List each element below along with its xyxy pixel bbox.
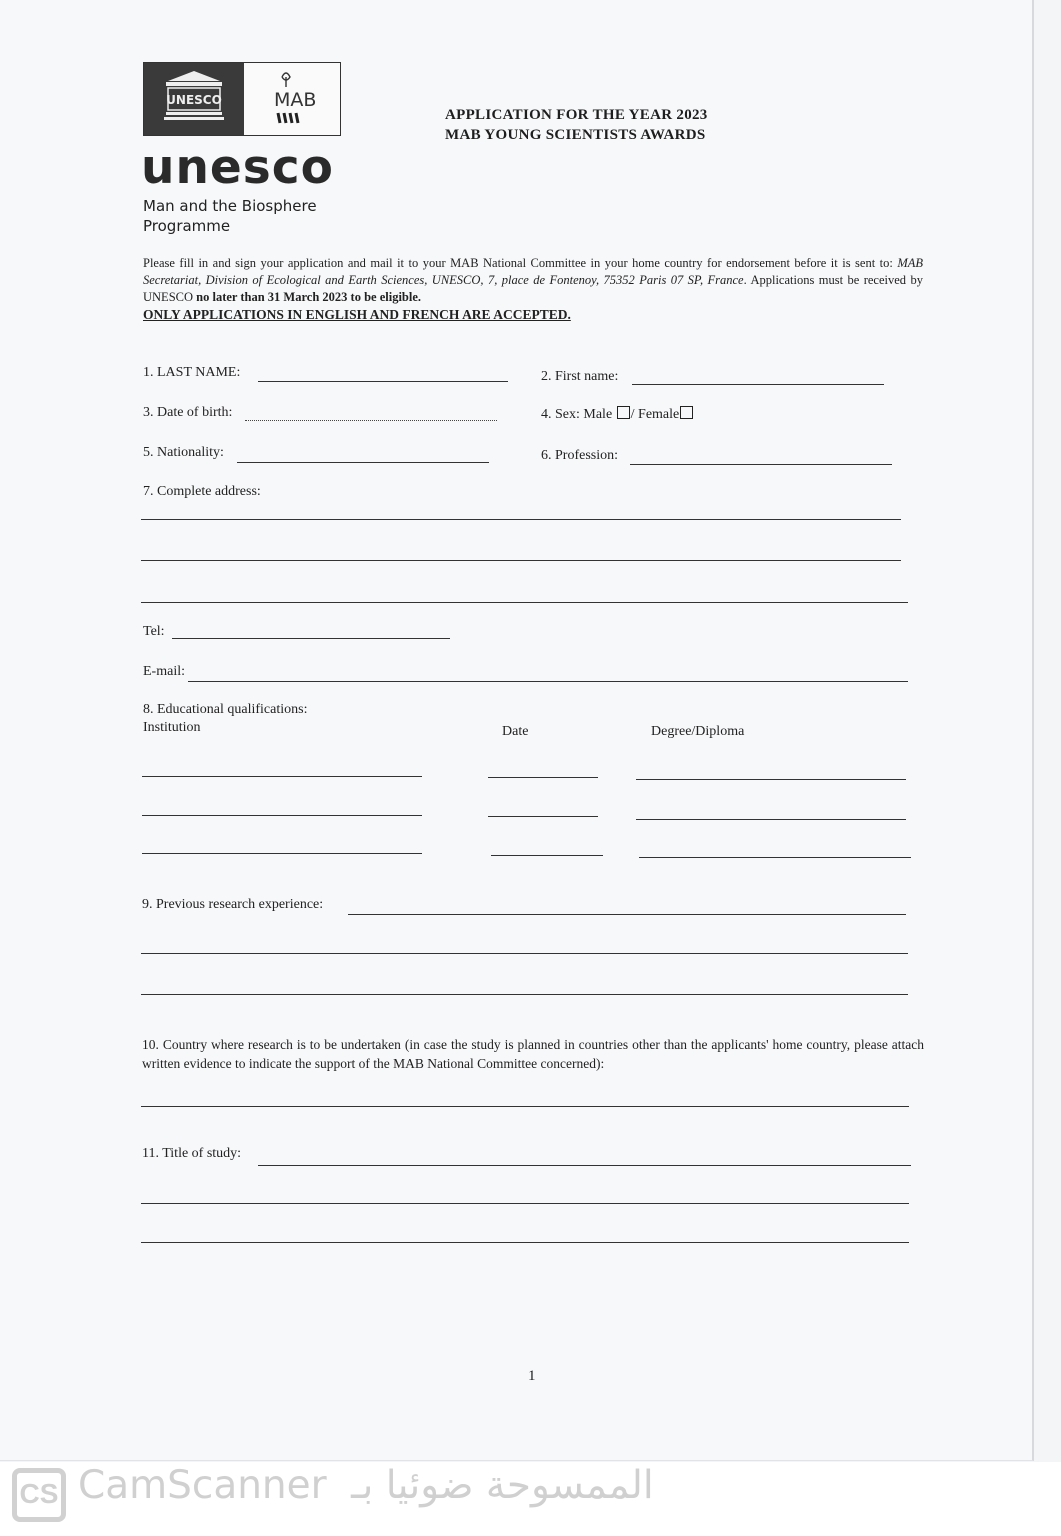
degree-field-2[interactable] (636, 819, 906, 820)
heading-line-2: MAB YOUNG SCIENTISTS AWARDS (445, 127, 706, 143)
first-name-label: 2. First name: (541, 369, 619, 384)
instructions-text-2: . Applications must be received by UNESCO (143, 273, 923, 304)
research-line-2[interactable] (141, 953, 908, 954)
programme-name (143, 196, 317, 236)
camscanner-logo-icon: CS (12, 1468, 66, 1522)
address-line-1[interactable] (141, 519, 901, 520)
unesco-temple-logo (144, 63, 244, 135)
female-checkbox[interactable] (680, 406, 693, 419)
research-label: 9. Previous research experience: (142, 897, 324, 912)
sex-label (541, 406, 694, 423)
first-name-field[interactable] (632, 384, 884, 385)
temple-icon (144, 63, 244, 135)
sex-female-label: / Female (630, 407, 680, 422)
sex-male-label: 4. Sex: Male (541, 407, 613, 422)
dob-label: 3. Date of birth: (143, 405, 233, 420)
heading-line-1: APPLICATION FOR THE YEAR 2023 (445, 107, 708, 123)
temple-label: UNESCO (166, 93, 222, 107)
page-number: 1 (528, 1368, 536, 1384)
address-line-2[interactable] (141, 560, 901, 561)
date-column-header: Date (502, 724, 529, 739)
research-line-3[interactable] (141, 994, 908, 995)
address-line-3[interactable] (141, 602, 908, 603)
tel-field[interactable] (172, 638, 450, 639)
profession-field[interactable] (630, 464, 892, 465)
date-field-3[interactable] (491, 855, 603, 856)
research-line-1[interactable] (348, 914, 906, 915)
mab-icon (244, 63, 340, 135)
unesco-wordmark: unesco (141, 140, 334, 195)
institution-field-3[interactable] (142, 853, 422, 854)
instructions (143, 255, 923, 324)
email-label: E-mail: (143, 664, 185, 679)
title-line-1[interactable] (258, 1165, 911, 1166)
email-field[interactable] (188, 681, 908, 682)
degree-column-header: Degree/Diploma (651, 724, 745, 739)
country-field[interactable] (141, 1106, 909, 1107)
profession-label: 6. Profession: (541, 448, 618, 463)
degree-field-1[interactable] (636, 779, 906, 780)
mab-mark: MAB (274, 89, 317, 111)
institution-column-header: Institution (143, 720, 201, 735)
camscanner-arabic: الممسوحة ضوئيا بـ (351, 1463, 654, 1508)
title-label: 11. Title of study: (142, 1146, 242, 1161)
male-checkbox[interactable] (617, 406, 630, 419)
date-field-2[interactable] (488, 816, 598, 817)
unesco-mab-logo (143, 62, 341, 136)
nationality-label: 5. Nationality: (143, 445, 224, 460)
last-name-field[interactable] (258, 381, 508, 382)
address-label: 7. Complete address: (143, 484, 261, 499)
tel-label: Tel: (143, 624, 165, 639)
date-field-1[interactable] (488, 777, 598, 778)
language-notice: ONLY APPLICATIONS IN ENGLISH AND FRENCH ARE ACCEPTED. (143, 307, 571, 322)
nationality-field[interactable] (237, 462, 489, 463)
degree-field-3[interactable] (639, 857, 911, 858)
last-name-label: 1. LAST NAME: (143, 365, 241, 380)
country-label: 10. Country where research is to be undertaken (in case the study is planned in countries other than the applicants' home country, please attach written evidence to indicate the support of the MAB National Committee concerned): (142, 1037, 924, 1071)
mab-logo (244, 63, 340, 135)
form-heading (445, 105, 708, 145)
education-label: 8. Educational qualifications: (143, 702, 308, 717)
deadline-text: no later than 31 March 2023 to be eligible. (196, 290, 422, 304)
camscanner-watermark (78, 1463, 654, 1508)
secretariat-address: MAB Secretariat, Division of Ecological and Earth Sciences, UNESCO, 7, place de Fontenoy, 75352 Paris 07 SP, France (143, 256, 923, 287)
camscanner-name: CamScanner (78, 1463, 327, 1508)
institution-field-1[interactable] (142, 776, 422, 777)
programme-line-1: Man and the Biosphere (143, 197, 317, 215)
instructions-text-1: Please fill in and sign your application and mail it to your MAB National Committee in your home country for endorsement before it is sent to: (143, 256, 898, 270)
institution-field-2[interactable] (142, 815, 422, 816)
programme-line-2: Programme (143, 217, 231, 235)
title-line-3[interactable] (141, 1242, 909, 1243)
dob-field[interactable] (245, 420, 497, 421)
title-line-2[interactable] (141, 1203, 909, 1204)
